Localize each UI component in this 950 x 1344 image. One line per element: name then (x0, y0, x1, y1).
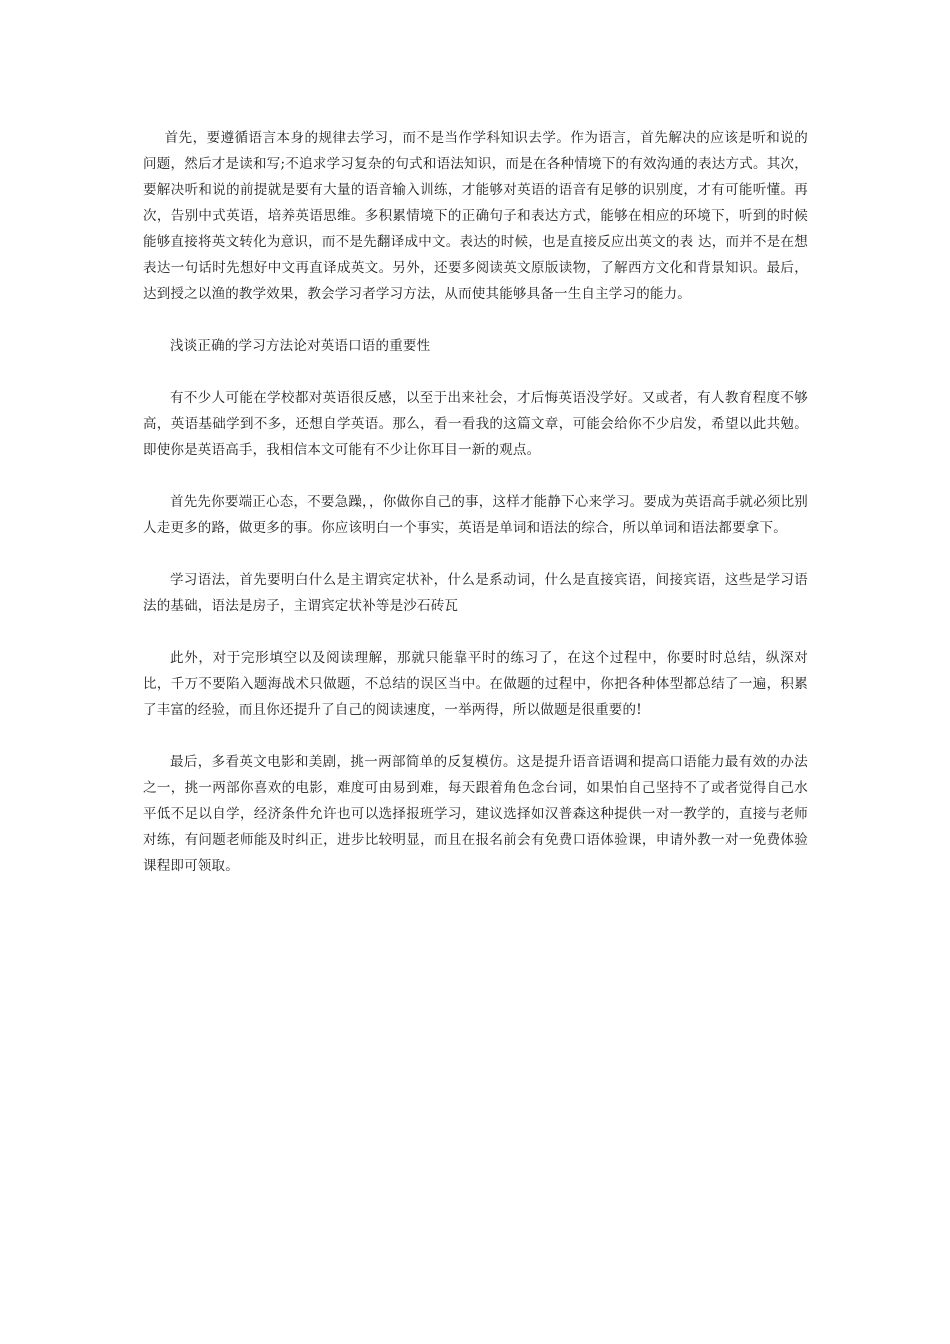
document-body (143, 125, 808, 905)
section-heading: 浅谈正确的学习方法论对英语口语的重要性 (170, 338, 431, 354)
body-paragraph-4: 此外，对于完形填空以及阅读理解，那就只能靠平时的练习了，在这个过程中，你要时时总结，纵深对比，千万不要陷入题海战术只做题，不总结的误区当中。在做题的过程中，你把各种体型都总结了一遍，积累了丰富的经验，而且你还提升了自己的阅读速度，一举两得，所以做题是很重要的! (143, 650, 808, 718)
body-paragraph-5: 最后，多看英文电影和美剧，挑一两部简单的反复模仿。这是提升语音语调和提高口语能力最有效的办法之一，挑一两部你喜欢的电影，难度可由易到难，每天跟着角色念台词，如果怕自己坚持不了或者觉得自己水平低不足以自学，经济条件允许也可以选择报班学习，建议选择如汉普森这种提供一对一教学的，直接与老师对练，有问题老师能及时纠正，进步比较明显，而且在报名前会有免费口语体验课，申请外教一对一免费体验课程即可领取。 (143, 754, 808, 874)
intro-paragraph: 首先，要遵循语言本身的规律去学习，而不是当作学科知识去学。作为语言，首先解决的应该是听和说的问题，然后才是读和写;不追求学习复杂的句式和语法知识，而是在各种情境下的有效沟通的表达方式。其次，要解决听和说的前提就是要有大量的语音输入训练，才能够对英语的语音有足够的识别度，才有可能听懂。再次，告别中式英语，培养英语思维。多积累情境下的正确句子和表达方式，能够在相应的环境下，听到的时候能够直接将英文转化为意识，而不是先翻译成中文。表达的时候，也是直接反应出英文的表 达，而并不是在想表达一句话时先想好中文再直译成英文。另外，还要多阅读英文原版读物，了解西方文化和背景知识。最后，达到授之以渔的教学效果，教会学习者学习方法，从而使其能够具备一生自主学习的能力。 (143, 130, 808, 302)
body-paragraph-2: 首先先你要端正心态，不要急躁，，你做你自己的事，这样才能静下心来学习。要成为英语高手就必须比别人走更多的路，做更多的事。你应该明白一个事实，英语是单词和语法的综合，所以单词和语法都要拿下。 (143, 494, 808, 536)
body-paragraph-1: 有不少人可能在学校都对英语很反感，以至于出来社会，才后悔英语没学好。又或者，有人教育程度不够高，英语基础学到不多，还想自学英语。那么，看一看我的这篇文章，可能会给你不少启发，希望以此共勉。即使你是英语高手，我相信本文可能有不少让你耳目一新的观点。 (143, 390, 808, 458)
body-paragraph-3: 学习语法，首先要明白什么是主谓宾定状补，什么是系动词，什么是直接宾语，间接宾语，这些是学习语法的基础，语法是房子，主谓宾定状补等是沙石砖瓦 (143, 572, 808, 614)
